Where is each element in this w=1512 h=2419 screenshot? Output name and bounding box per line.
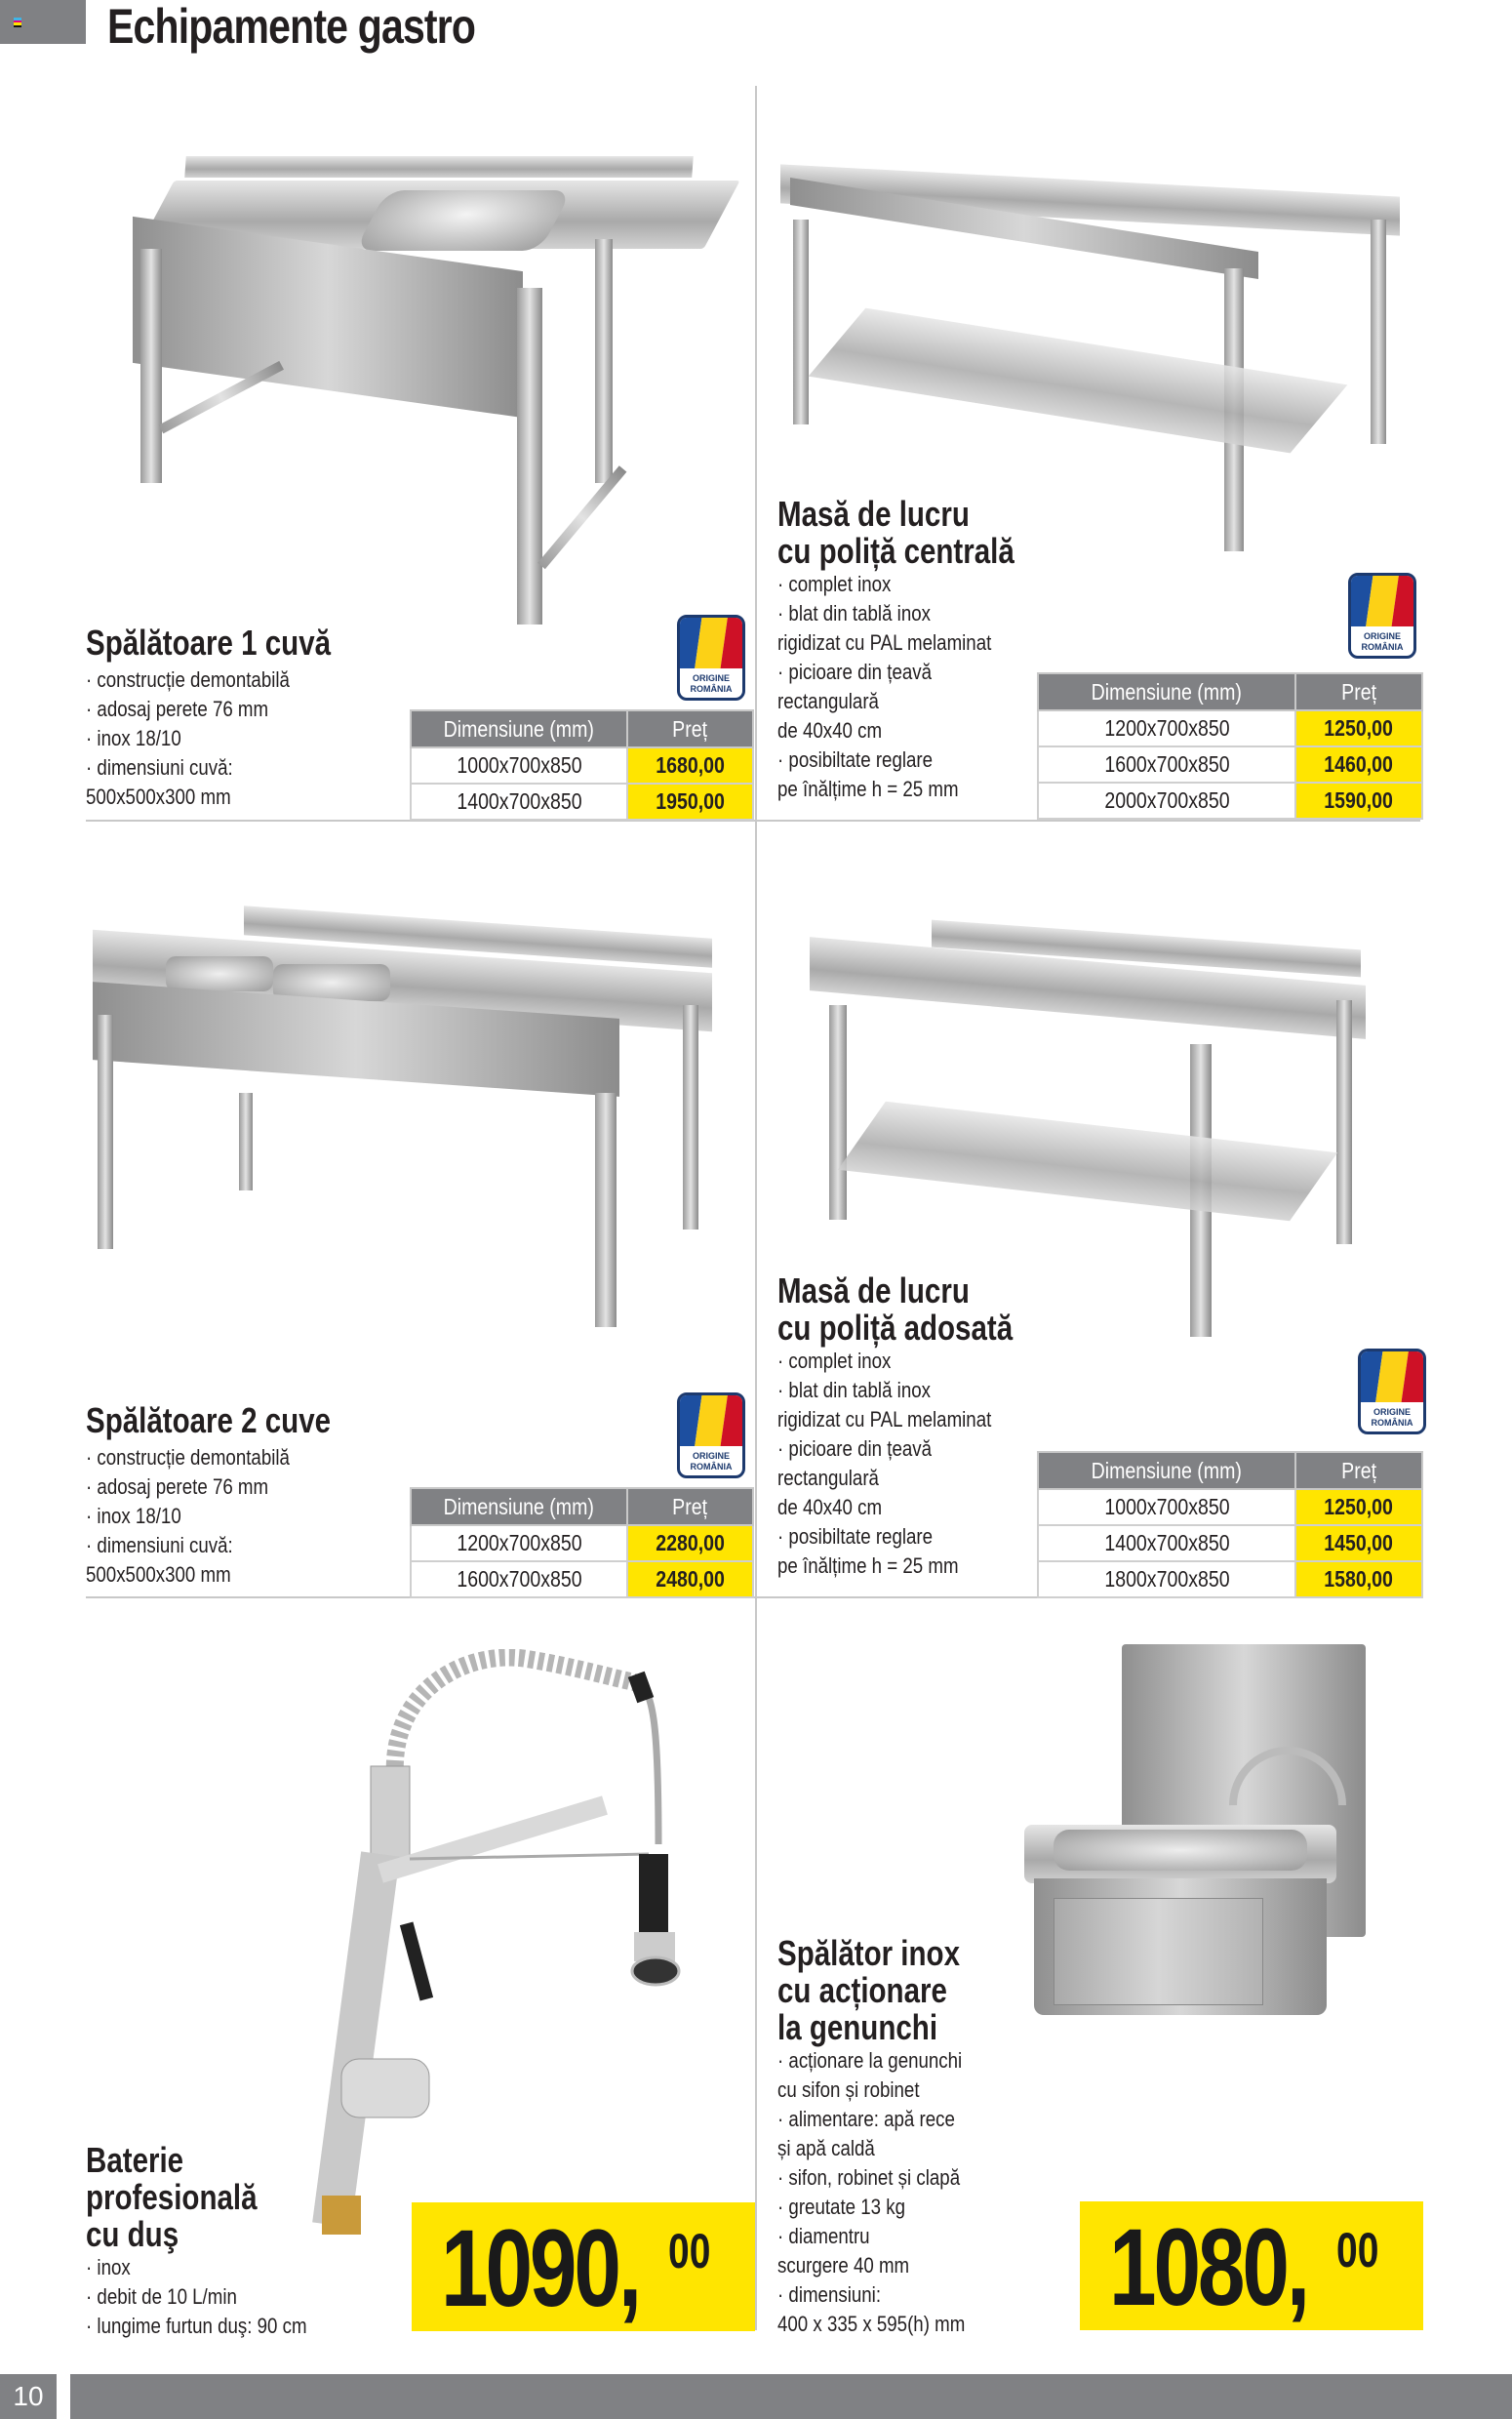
product-title: Masă de lucru cu poliță centrală — [777, 494, 1015, 571]
feature-item: · dimensiuni cuvă: — [86, 1533, 233, 1557]
feature-item: 400 x 335 x 595(h) mm — [777, 2312, 966, 2336]
origin-romania-badge: ORIGINE ROMÂNIA — [1348, 573, 1416, 659]
feature-list — [777, 1347, 1021, 1581]
table-row: 1400x700x850 1950,00 — [411, 784, 753, 820]
romania-flag-icon — [1358, 1351, 1426, 1402]
feature-item: · blat din tablă inox — [777, 601, 931, 625]
table-row: 1600x700x850 2480,00 — [411, 1561, 753, 1597]
feature-item: · blat din tablă inox — [777, 1378, 931, 1402]
feature-item: pe înălțime h = 25 mm — [777, 777, 959, 801]
product-work-table-central-shelf — [777, 496, 1066, 804]
registration-marks — [14, 18, 21, 27]
feature-item: · acționare la genunchi — [777, 2048, 963, 2073]
spec-table: Dimensiune (mm) Preț 1000x700x850 1250,00 1400x700x850 1450,00 1800x700x850 1580,00 — [1037, 1451, 1423, 1598]
table-row: 1400x700x850 1450,00 — [1038, 1525, 1422, 1561]
feature-item: · alimentare: apă rece — [777, 2107, 955, 2131]
feature-list — [777, 570, 1023, 804]
feature-item: · inox — [86, 2255, 131, 2279]
feature-item: de 40x40 cm — [777, 718, 883, 743]
feature-item: rectangulară — [777, 689, 879, 713]
feature-item: rigidizat cu PAL melaminat — [777, 630, 992, 655]
feature-item: · adosaj perete 76 mm — [86, 697, 269, 721]
romania-flag-icon — [677, 1395, 745, 1446]
feature-item: rectangulară — [777, 1466, 879, 1490]
table-row: 1200x700x850 1250,00 — [1038, 710, 1422, 746]
romania-flag-icon — [1348, 576, 1416, 626]
spec-table: Dimensiune (mm) Preț 1200x700x850 2280,00 1600x700x850 2480,00 — [410, 1487, 754, 1598]
column-divider — [755, 86, 757, 2330]
table-row: 1600x700x850 1460,00 — [1038, 746, 1422, 783]
product-work-table-wall-shelf — [777, 1272, 1064, 1581]
feature-item: · picioare din țeavă — [777, 660, 933, 684]
feature-item: · inox 18/10 — [86, 726, 181, 750]
feature-item: și apă caldă — [777, 2136, 875, 2160]
feature-item: · adosaj perete 76 mm — [86, 1474, 269, 1499]
page-title: Echipamente gastro — [107, 0, 476, 54]
feature-item: · dimensiuni: — [777, 2282, 882, 2307]
feature-item: pe înălțime h = 25 mm — [777, 1553, 959, 1578]
feature-item: · diamentru — [777, 2224, 870, 2248]
table-row: 1800x700x850 1580,00 — [1038, 1561, 1422, 1597]
row-divider — [757, 820, 1420, 822]
feature-item: · posibiltate reglare — [777, 1524, 934, 1549]
product-image-knee-operated-sink — [1024, 1644, 1375, 2035]
product-title: Baterie profesională cu duş — [86, 2140, 258, 2254]
feature-item: · lungime furtun duş: 90 cm — [86, 2314, 307, 2338]
feature-item: · sifon, robinet și clapă — [777, 2165, 961, 2190]
table-row: 1000x700x850 1680,00 — [411, 747, 753, 784]
feature-list — [86, 2253, 307, 2341]
table-row: 1200x700x850 2280,00 — [411, 1525, 753, 1561]
feature-item: · complet inox — [777, 1349, 892, 1373]
origin-romania-badge: ORIGINE ROMÂNIA — [677, 615, 745, 701]
feature-item: · construcție demontabilă — [86, 667, 290, 692]
feature-item: · dimensiuni cuvă: — [86, 755, 233, 780]
feature-item: · inox 18/10 — [86, 1504, 181, 1528]
origin-romania-badge: ORIGINE ROMÂNIA — [677, 1392, 745, 1478]
product-title: Spălătoare 1 cuvă — [86, 623, 332, 663]
feature-item: · complet inox — [777, 572, 892, 596]
product-title: Spălător inox cu acționare la genunchi — [777, 1933, 960, 2047]
product-title: Masă de lucru cu poliță adosată — [777, 1270, 1014, 1348]
feature-list — [86, 1443, 339, 1590]
product-image-sink-2-bowls — [88, 917, 722, 1337]
price-tag-faucet: 1090, 00 — [412, 2202, 755, 2331]
origin-romania-badge: ORIGINE ROMÂNIA — [1358, 1349, 1426, 1434]
product-image-sink-1-bowl — [127, 151, 693, 629]
spec-table: Dimensiune (mm) Preț 1200x700x850 1250,00 1600x700x850 1460,00 2000x700x850 1590,00 — [1037, 672, 1423, 820]
product-knee-operated-sink — [777, 1935, 1000, 2339]
feature-item: · construcție demontabilă — [86, 1445, 290, 1470]
feature-item: 500x500x300 mm — [86, 1562, 231, 1587]
romania-flag-icon — [677, 618, 745, 668]
spec-table: Dimensiune (mm) Preț 1000x700x850 1680,00 1400x700x850 1950,00 — [410, 709, 754, 821]
feature-list — [777, 2046, 967, 2339]
feature-item: de 40x40 cm — [777, 1495, 883, 1519]
product-professional-faucet — [86, 2142, 346, 2341]
product-sink-2-bowls — [86, 1402, 384, 1590]
price-tag-knee-sink: 1080, 00 — [1080, 2201, 1423, 2330]
feature-item: · posibiltate reglare — [777, 747, 934, 772]
feature-item: · greutate 13 kg — [777, 2195, 905, 2219]
table-row: 1000x700x850 1250,00 — [1038, 1489, 1422, 1525]
footer-bar — [70, 2374, 1512, 2419]
feature-item: rigidizat cu PAL melaminat — [777, 1407, 992, 1431]
feature-item: · debit de 10 L/min — [86, 2284, 237, 2309]
product-sink-1-bowl — [86, 625, 384, 812]
page-number: 10 — [0, 2374, 57, 2419]
feature-item: · picioare din țeavă — [777, 1436, 933, 1461]
feature-item: cu sifon și robinet — [777, 2077, 920, 2102]
product-title: Spălătoare 2 cuve — [86, 1400, 332, 1440]
feature-item: 500x500x300 mm — [86, 785, 231, 809]
feature-list — [86, 665, 339, 812]
table-row: 2000x700x850 1590,00 — [1038, 783, 1422, 819]
feature-item: scurgere 40 mm — [777, 2253, 910, 2278]
